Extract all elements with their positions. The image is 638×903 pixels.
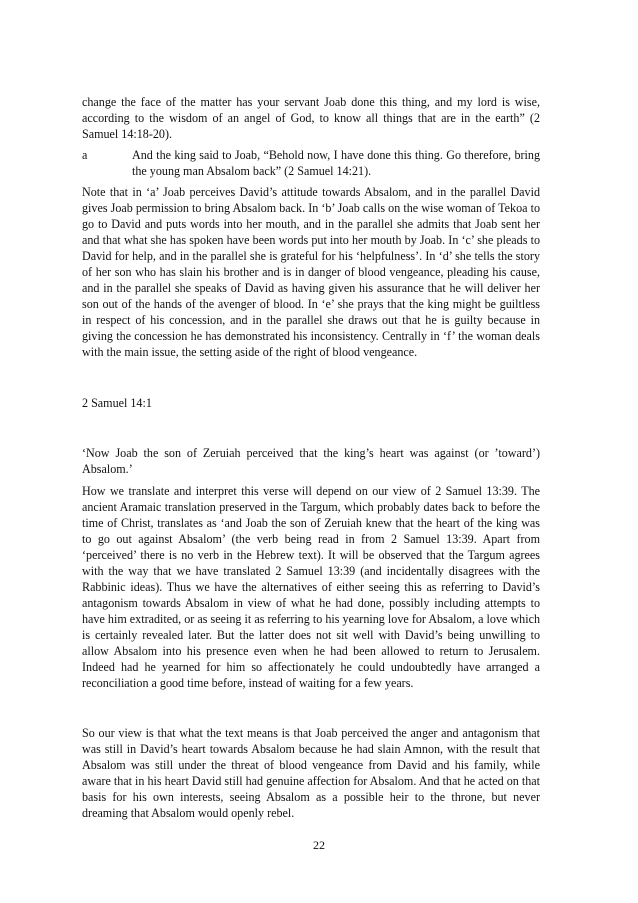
paragraph-quote-continuation: change the face of the matter has your servant Joab done this thing, and my lord is wise, according to the wisdom of an angel of God, to know all things that are in the earth” (2 Samuel 14:18-20).	[82, 95, 540, 141]
verse-marker: a	[82, 148, 88, 162]
section-heading: 2 Samuel 14:1	[82, 396, 152, 410]
page-content	[82, 94, 540, 821]
verse-quotation: ‘Now Joab the son of Zeruiah perceived that the king’s heart was against (or ’toward’) Absalom.’	[82, 446, 540, 476]
paragraph-parallel-analysis: Note that in ‘a’ Joab perceives David’s attitude towards Absalom, and in the parallel David gives Joab permission to bring Absalom back. In ‘b’ Joab calls on the wise woman of Tekoa to go to David and puts words into her mouth, and in the parallel she admits that Joab sent her and that what she has spoken have been words put into her mouth by Joab. In ‘c’ she pleads to David for help, and in the parallel she is grateful for his ‘helpfulness’. In ‘d’ she tells the story of her son who has slain his brother and is in danger of blood vengeance, pleading his cause, and in the parallel she speaks of David as having given his assurance that he will deliver her son out of the hands of the avenger of blood. In ‘e’ she prays that the king might be guiltless in respect of his concession, and in the parallel she draws out that he is guilty because in giving the concession he has demonstrated his inconsistency. Centrally in ‘f’ the woman deals with the main issue, the setting aside of the right of blood vengeance.	[82, 185, 540, 359]
paragraph-interpretation: How we translate and interpret this verse will depend on our view of 2 Samuel 13:39. The ancient Aramaic translation preserved in the Targum, which probably dates back to before the time of Christ, translates as ‘and Joab the son of Zeruiah knew that the heart of the king was to go out against Absalom’ (the verb being read in from 2 Samuel 13:39. Apart from ‘perceived’ there is no verb in the Hebrew text). It will be observed that the Targum agrees with the way that we have translated 2 Samuel 13:39 (and incidentally disagrees with the Rabbinic ideas). Thus we have the alternatives of either seeing this as referring to David’s antagonism towards Absalom in view of what he had done, possibly including attempts to have him extradited, or as seeing it as referring to his yearning love for Absalom, a love which is certainly revealed later. But the latter does not sit well with David’s being unwilling to allow Absalom into his presence even when he had been allowed to return to Jerusalem. Indeed had he yearned for him so affectionately he could undoubtedly have arranged a reconciliation a good time before, instead of waiting for a few years.	[82, 484, 540, 690]
paragraph-conclusion: So our view is that what the text means is that Joab perceived the anger and antagonism that was still in David’s heart towards Absalom because he had slain Amnon, with the result that Absalom was still under the threat of blood vengeance from David and his family, while aware that in his heart David still had genuine affection for Absalom. And that he acted on that basis for his own interests, seeing Absalom as a possible heir to the throne, but never dreaming that Absalom would openly rebel.	[82, 726, 540, 820]
marked-verse-line	[82, 147, 540, 179]
marked-verse-text: And the king said to Joab, “Behold now, I have done this thing. Go therefore, bring the young man Absalom back” (2 Samuel 14:21).	[132, 148, 540, 178]
page-number: 22	[313, 838, 325, 852]
